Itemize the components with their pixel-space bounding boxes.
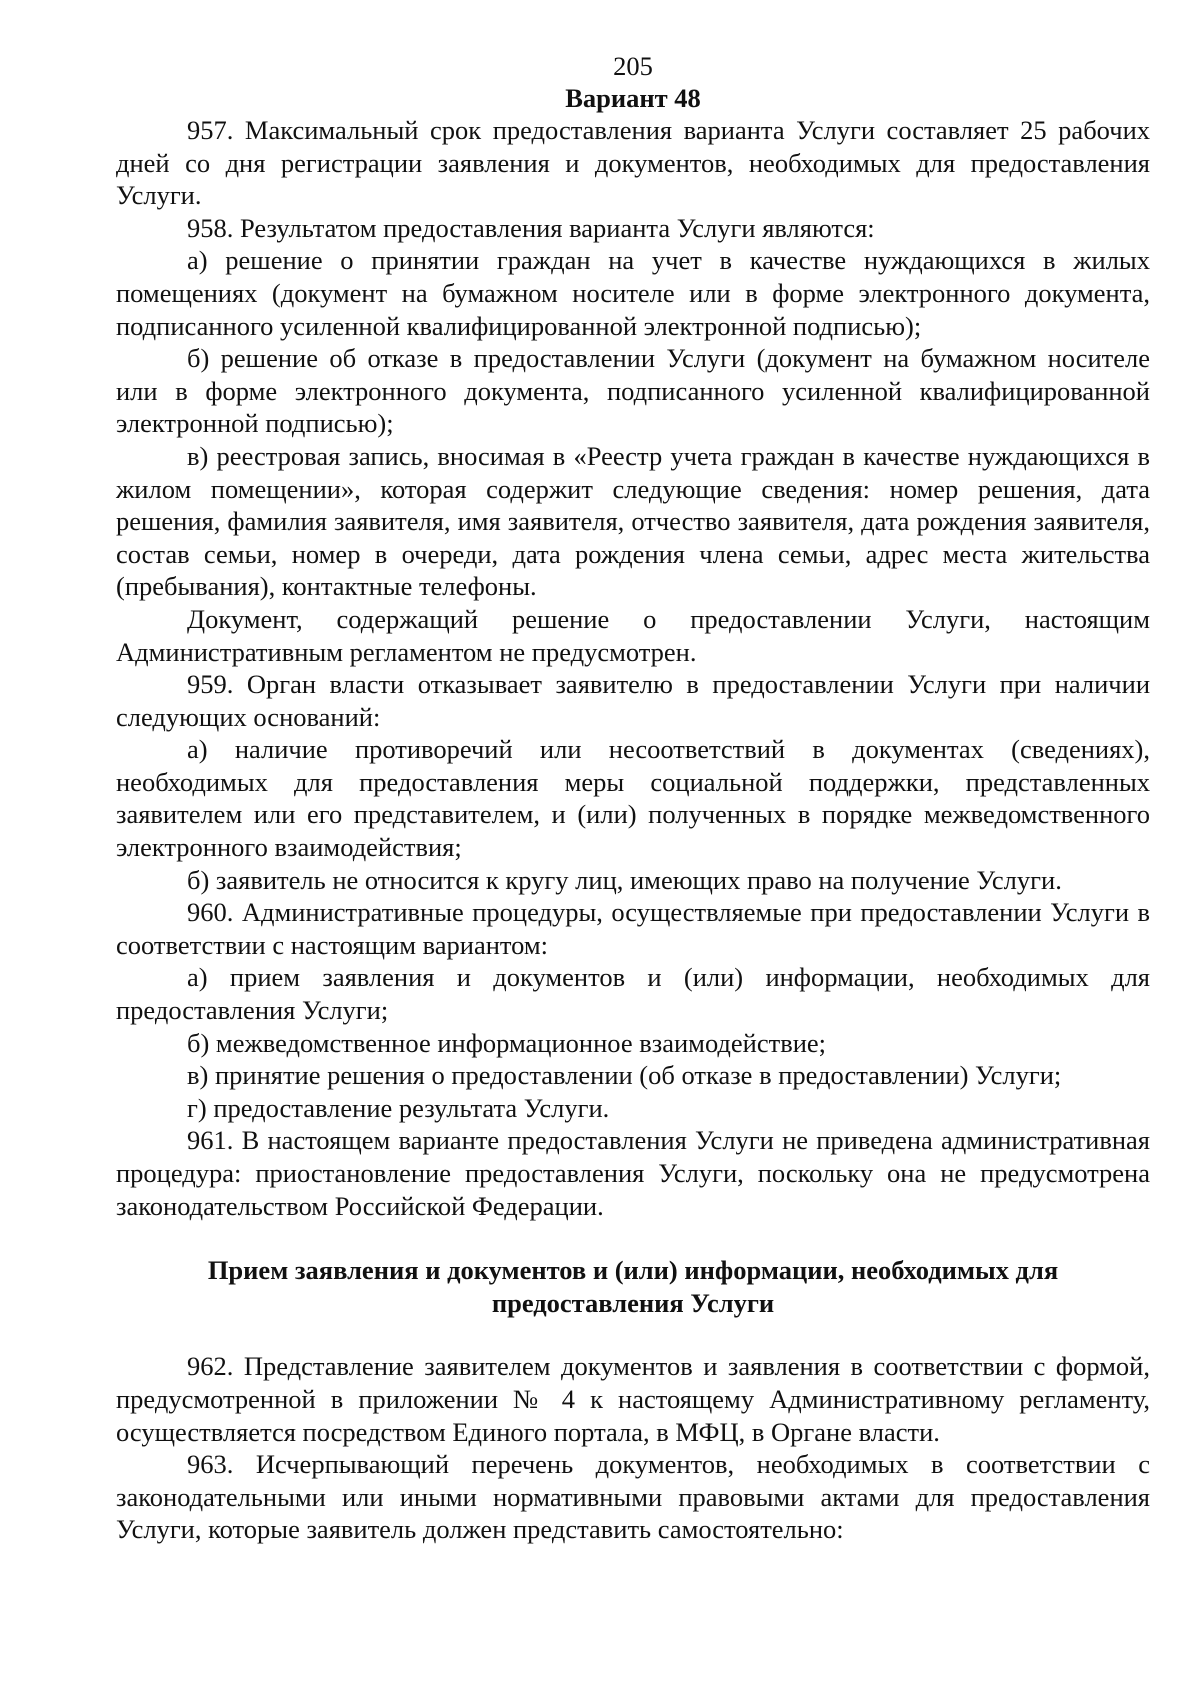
paragraph-958-b: б) решение об отказе в предоставлении Услуги (документ на бумажном носителе или в форме электронного документа, подписанного усиленной квалифицированной электронной подписью); [116, 343, 1150, 439]
paragraph-958-v: в) реестровая запись, вносимая в «Реестр учета граждан в качестве нуждающихся в жилом помещении», которая содержит следующие сведения: номер решения, дата решения, фамилия заявителя, имя заявителя, отчество заявителя, дата рождения заявителя, состав семьи, номер в очереди, дата рождения члена семьи, адрес места жительства (пребывания), контактные телефоны. [116, 440, 1150, 602]
paragraph-960-v: в) принятие решения о предоставлении (об отказе в предоставлении) Услуги; [187, 1060, 1062, 1091]
paragraph-958: 958. Результатом предоставления варианта Услуги являются: [187, 212, 875, 243]
section-heading: Прием заявления и документов и (или) информации, необходимых для предоставления Услуги [207, 1255, 1059, 1318]
paragraph-959-a: а) наличие противоречий или несоответствий в документах (сведениях), необходимых для предоставления меры социальной поддержки, представленных заявителем или его представителем, и (или) полученных в порядке межведомственного электронного взаимодействия; [116, 734, 1150, 863]
document-page [116, 50, 1150, 1546]
paragraph-959: 959. Орган власти отказывает заявителю в предоставлении Услуги при наличии следующих оснований: [116, 669, 1150, 732]
paragraph-963: 963. Исчерпывающий перечень документов, необходимых в соответствии с законодательными или иными нормативными правовыми актами для предоставления Услуги, которые заявитель должен представить самостоятельно: [116, 1449, 1150, 1545]
paragraph-document-note: Документ, содержащий решение о предоставлении Услуги, настоящим Административным регламентом не предусмотрен. [116, 603, 1150, 667]
paragraph-960-a: а) прием заявления и документов и (или) информации, необходимых для предоставления Услуги; [116, 962, 1150, 1026]
paragraph-957: 957. Максимальный срок предоставления варианта Услуги составляет 25 рабочих дней со дня регистрации заявления и документов, необходимых для предоставления Услуги. [116, 115, 1150, 211]
paragraph-959-b: б) заявитель не относится к кругу лиц, имеющих право на получение Услуги. [187, 864, 1062, 895]
variant-body [116, 114, 1150, 1222]
page-number: 205 [613, 51, 653, 81]
paragraph-960-g: г) предоставление результата Услуги. [187, 1092, 610, 1123]
paragraph-962: 962. Представление заявителем документов и заявления в соответствии с формой, предусмотренной в приложении № 4 к настоящему Административному регламенту, осуществляется посредством Единого портала, в МФЦ, в Органе власти. [116, 1351, 1150, 1447]
paragraph-960-b: б) межведомственное информационное взаимодействие; [187, 1027, 827, 1058]
paragraph-961: 961. В настоящем варианте предоставления Услуги не приведена административная процедура: приостановление предоставления Услуги, поскольку она не предусмотрена законодательством Российской Федерации. [116, 1125, 1150, 1221]
variant-title: Вариант 48 [565, 83, 701, 113]
section-body [116, 1350, 1150, 1546]
paragraph-958-a: а) решение о принятии граждан на учет в качестве нуждающихся в жилых помещениях (документ на бумажном носителе или в форме электронного документа, подписанного усиленной квалифицированной электронной подписью); [116, 245, 1150, 341]
paragraph-960: 960. Административные процедуры, осуществляемые при предоставлении Услуги в соответствии с настоящим вариантом: [116, 897, 1150, 960]
